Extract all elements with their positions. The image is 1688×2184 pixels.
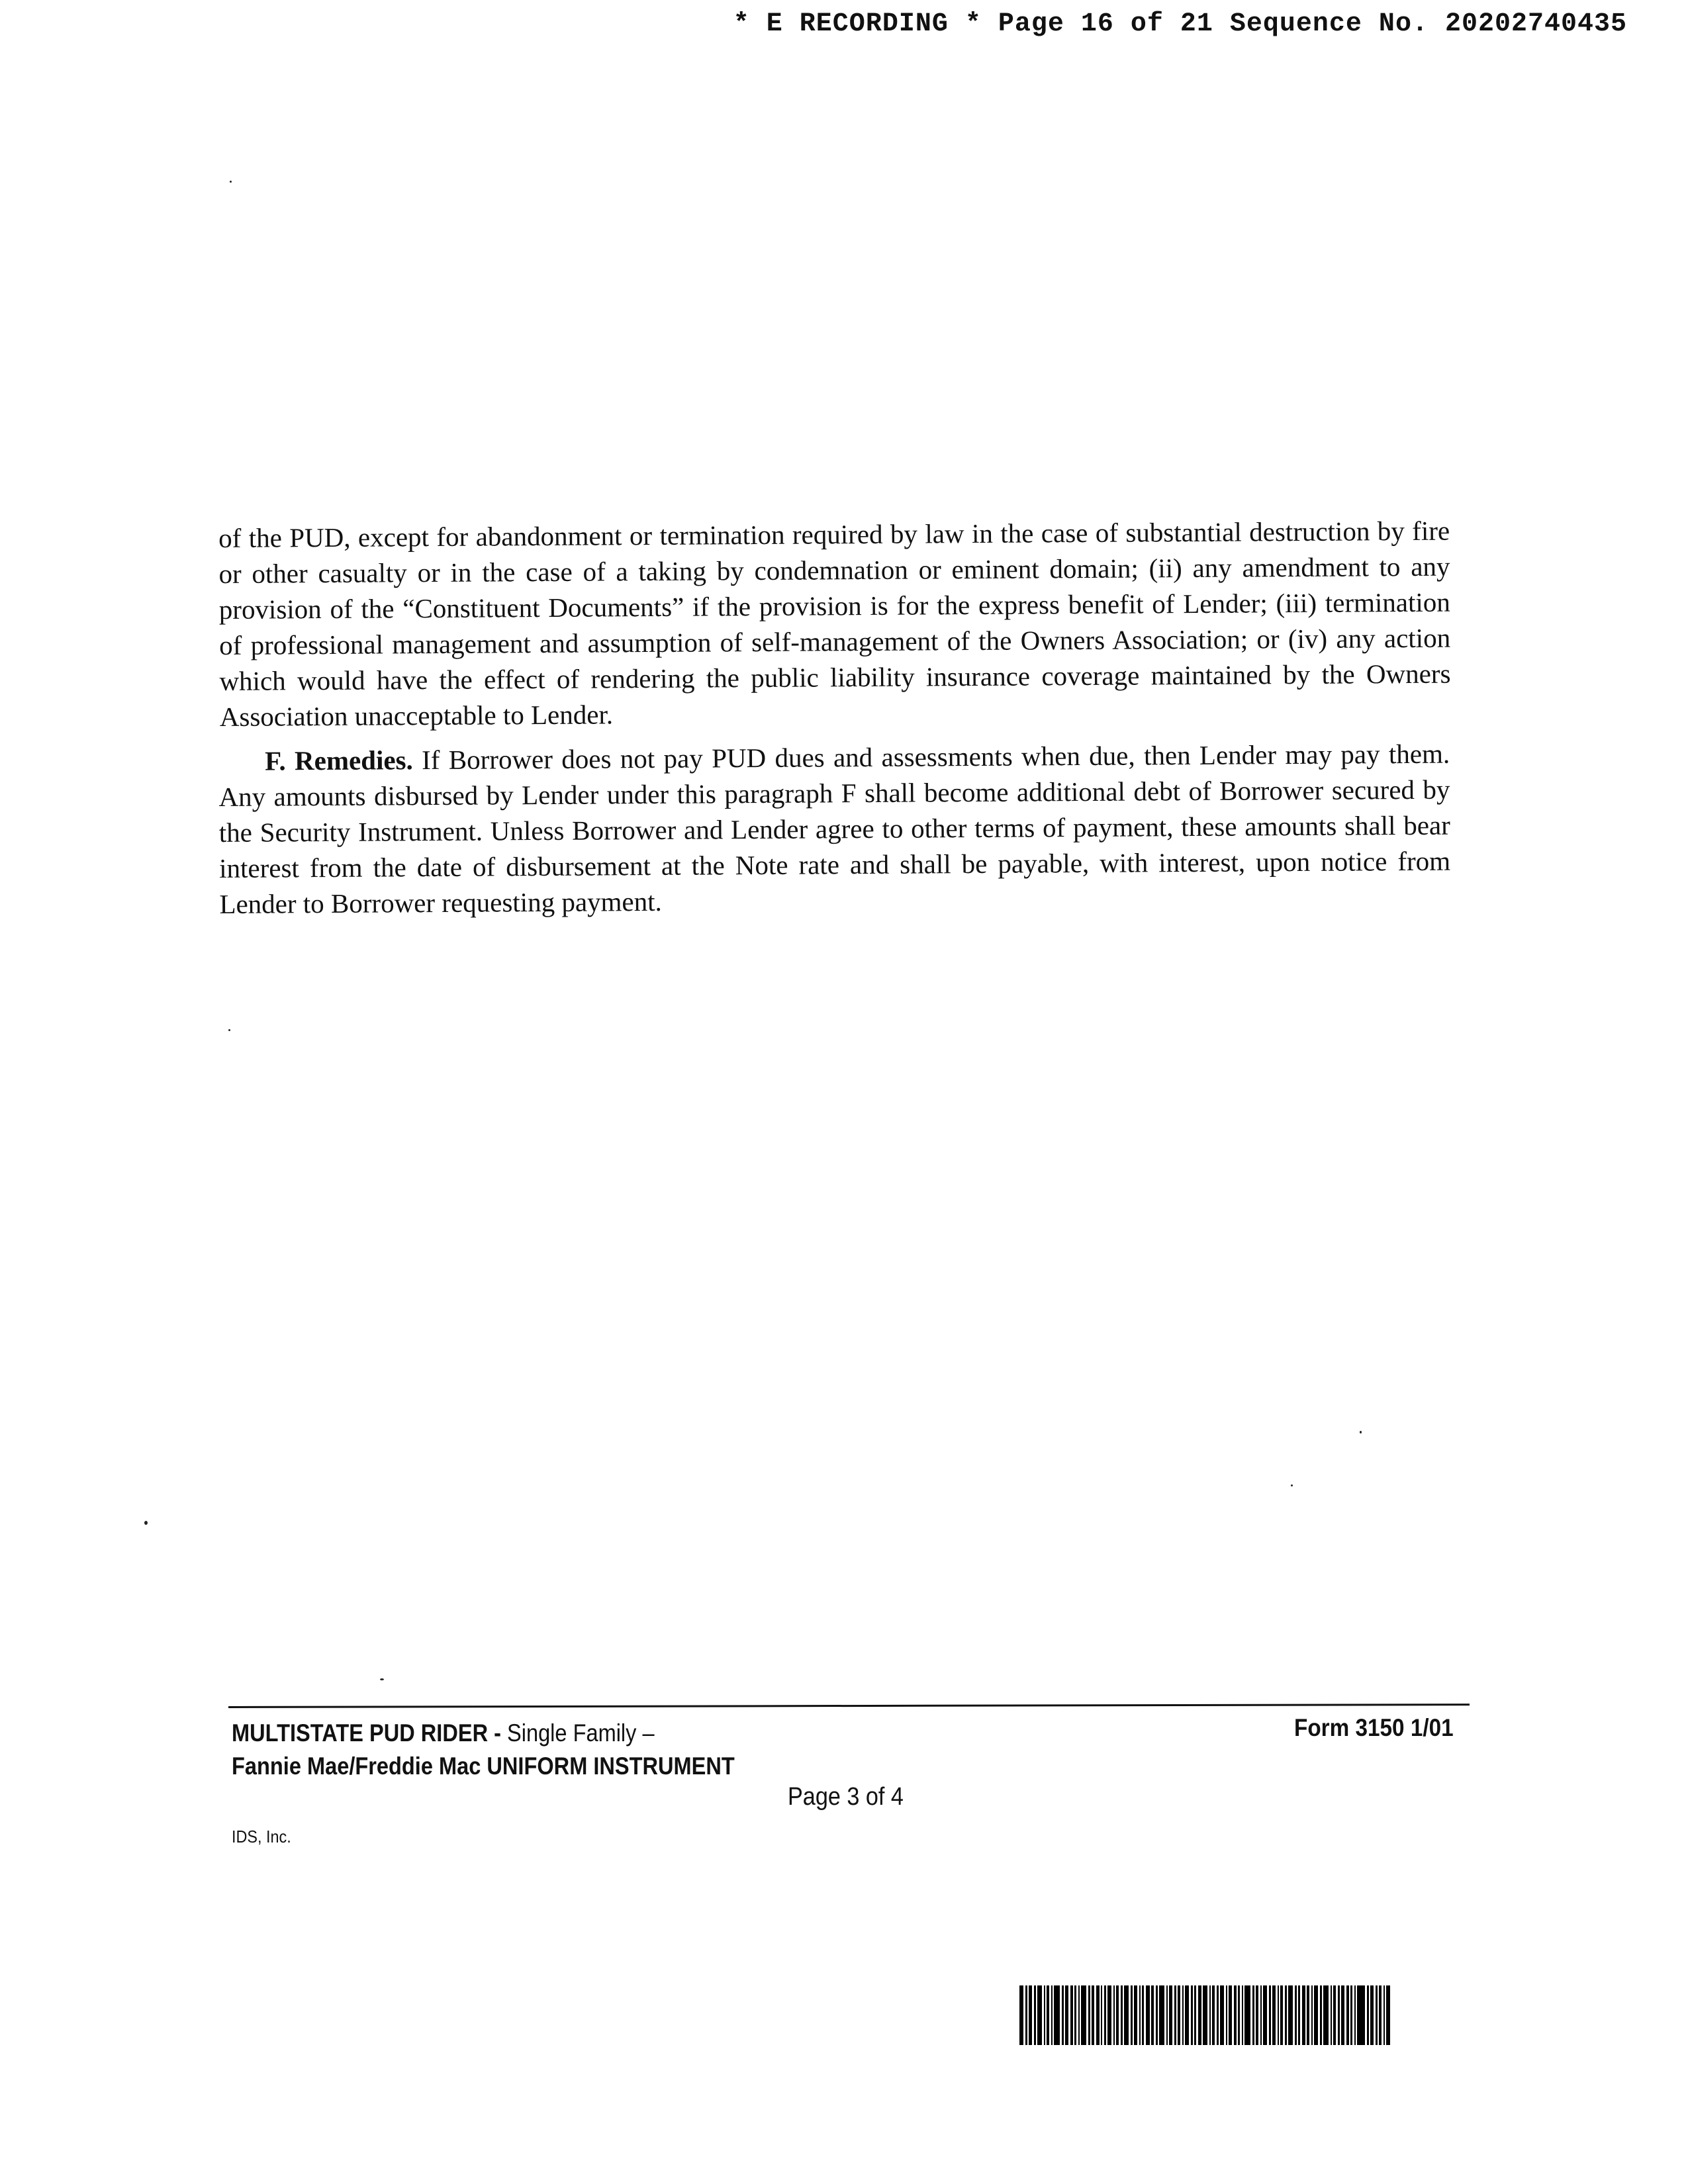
barcode-bar: [1302, 1985, 1305, 2045]
barcode-bar: [1142, 1985, 1144, 2045]
barcode-bar: [1209, 1985, 1211, 2045]
scan-speck: [228, 1029, 230, 1031]
recording-header: * E RECORDING * Page 16 of 21 Sequence No. 20202740435: [733, 9, 1627, 39]
barcode-bar: [1298, 1985, 1300, 2045]
barcode-bar: [1104, 1985, 1106, 2045]
barcode-bar: [1252, 1985, 1254, 2045]
remedies-text: If Borrower does not pay PUD dues and assessments when due, then Lender may pay them. Any amounts disbursed by Lender under this paragraph F shall become additional debt of Borrower secured by the Security Instrument. Unless Borrower and Lender agree to other terms of payment, these amounts shall bear interest from the date of disbursement at the Note rate and shall be payable, with interest, upon notice from Lender to Borrower requesting payment.: [218, 738, 1451, 919]
barcode-bar: [1044, 1985, 1045, 2045]
barcode-bar: [1212, 1985, 1215, 2045]
barcode-bar: [1280, 1985, 1283, 2045]
barcode-bar: [1285, 1985, 1287, 2045]
barcode-bar: [1169, 1985, 1172, 2045]
barcode-bar: [1166, 1985, 1168, 2045]
barcode-bar: [1078, 1985, 1080, 2045]
barcode-bar: [1139, 1985, 1141, 2045]
barcode-bar: [1131, 1985, 1133, 2045]
barcode-bar: [1074, 1985, 1076, 2045]
barcode-bar: [1338, 1985, 1340, 2045]
barcode-bar: [1346, 1985, 1349, 2045]
barcode-bar: [1288, 1985, 1293, 2045]
barcode-bar: [1051, 1985, 1053, 2045]
barcode-bar: [1159, 1985, 1164, 2045]
barcode-bar: [1178, 1985, 1180, 2045]
barcode-bar: [1350, 1985, 1352, 2045]
barcode-bar: [1242, 1985, 1243, 2045]
form-title: [232, 1719, 655, 1747]
barcode-bar: [1260, 1985, 1262, 2045]
barcode-bar: [1229, 1985, 1232, 2045]
barcode-bar: [1386, 1985, 1390, 2045]
barcode-bar: [1220, 1985, 1224, 2045]
form-number: Form 3150 1/01: [1294, 1714, 1454, 1741]
scan-speck: [1360, 1431, 1362, 1433]
barcode-bar: [1226, 1985, 1227, 2045]
page-number: Page 3 of 4: [788, 1783, 904, 1811]
barcode-bar: [1070, 1985, 1073, 2045]
barcode-bar: [1096, 1985, 1100, 2045]
barcode-bar: [1029, 1985, 1032, 2045]
barcode-bar: [1121, 1985, 1123, 2045]
form-subtitle: Fannie Mae/Freddie Mac UNIFORM INSTRUMENT: [232, 1752, 735, 1780]
remedies-heading: F. Remedies.: [265, 745, 413, 776]
barcode-bar: [1146, 1985, 1150, 2045]
barcode-bar: [1238, 1985, 1240, 2045]
scan-speck: [1291, 1484, 1293, 1486]
publisher-name: IDS, Inc.: [232, 1827, 291, 1846]
barcode-bar: [1124, 1985, 1129, 2045]
barcode-bar: [1341, 1985, 1344, 2045]
form-title-suffix: Single Family –: [500, 1719, 655, 1747]
barcode-bar: [1333, 1985, 1336, 2045]
barcode-bar: [1156, 1985, 1158, 2045]
barcode-bar: [1113, 1985, 1115, 2045]
barcode-bar: [1269, 1985, 1271, 2045]
barcode-bar: [1037, 1985, 1042, 2045]
barcode-bar: [1314, 1985, 1318, 2045]
body-paragraph: of the PUD, except for abandonment or termination required by law in the case of substantial destruction by fire or other casualty or in the case of a taking by condemnation or eminent domain; (ii) any amendment to any provision of the “Constituent Documents” if the provision is for the express benefit of Lender; (iii) termination of professional management and assumption of self-management of the Owners Association; or (iv) any action which would have the effect of rendering the public liability insurance coverage maintained by the Owners Association unacceptable to Lender.: [218, 515, 1451, 732]
barcode-bar: [1234, 1985, 1237, 2045]
barcode-bar: [1272, 1985, 1276, 2045]
barcode-bar: [1182, 1985, 1184, 2045]
barcode-bar: [1174, 1985, 1176, 2045]
barcode-bar: [1151, 1985, 1154, 2045]
barcode-bar: [1101, 1985, 1102, 2045]
barcode-bar: [1047, 1985, 1049, 2045]
scan-speck: [380, 1678, 384, 1680]
barcode-bar: [1320, 1985, 1322, 2045]
barcode-bar: [1323, 1985, 1329, 2045]
barcode-bar: [1198, 1985, 1201, 2045]
barcode-bar: [1081, 1985, 1086, 2045]
barcode-bar: [1354, 1985, 1356, 2045]
barcode-bar: [1263, 1985, 1267, 2045]
barcode-bar: [1383, 1985, 1385, 2045]
remedies-paragraph: [218, 736, 1451, 922]
barcode-bar: [1244, 1985, 1250, 2045]
barcode-bar: [1054, 1985, 1060, 2045]
barcode-bar: [1307, 1985, 1309, 2045]
barcode-bar: [1331, 1985, 1332, 2045]
barcode-bar: [1379, 1985, 1382, 2045]
form-title-main: MULTISTATE PUD RIDER -: [232, 1719, 501, 1747]
barcode-bar: [1217, 1985, 1219, 2045]
barcode-bar: [1034, 1985, 1036, 2045]
barcode-bar: [1295, 1985, 1297, 2045]
barcode-bar: [1357, 1985, 1365, 2045]
barcode-bar: [1107, 1985, 1111, 2045]
barcode-icon: [1019, 1985, 1470, 2045]
barcode-bar: [1278, 1985, 1279, 2045]
barcode-bar: [1203, 1985, 1207, 2045]
footer-divider: [228, 1704, 1470, 1708]
barcode-bar: [1092, 1985, 1094, 2045]
barcode-bar: [1194, 1985, 1196, 2045]
barcode-bar: [1367, 1985, 1369, 2045]
barcode-bar: [1025, 1985, 1027, 2045]
barcode-bar: [1019, 1985, 1023, 2045]
barcode-bar: [1088, 1985, 1090, 2045]
barcode-bar: [1116, 1985, 1119, 2045]
barcode-bar: [1256, 1985, 1258, 2045]
barcode-bar: [1370, 1985, 1374, 2045]
scan-speck: [144, 1521, 148, 1525]
scan-speck: [230, 181, 232, 183]
barcode-bar: [1062, 1985, 1064, 2045]
barcode-bar: [1311, 1985, 1313, 2045]
barcode-bar: [1376, 1985, 1378, 2045]
barcode-bar: [1185, 1985, 1189, 2045]
barcode-bar: [1065, 1985, 1068, 2045]
barcode-bar: [1191, 1985, 1193, 2045]
barcode-bar: [1134, 1985, 1137, 2045]
